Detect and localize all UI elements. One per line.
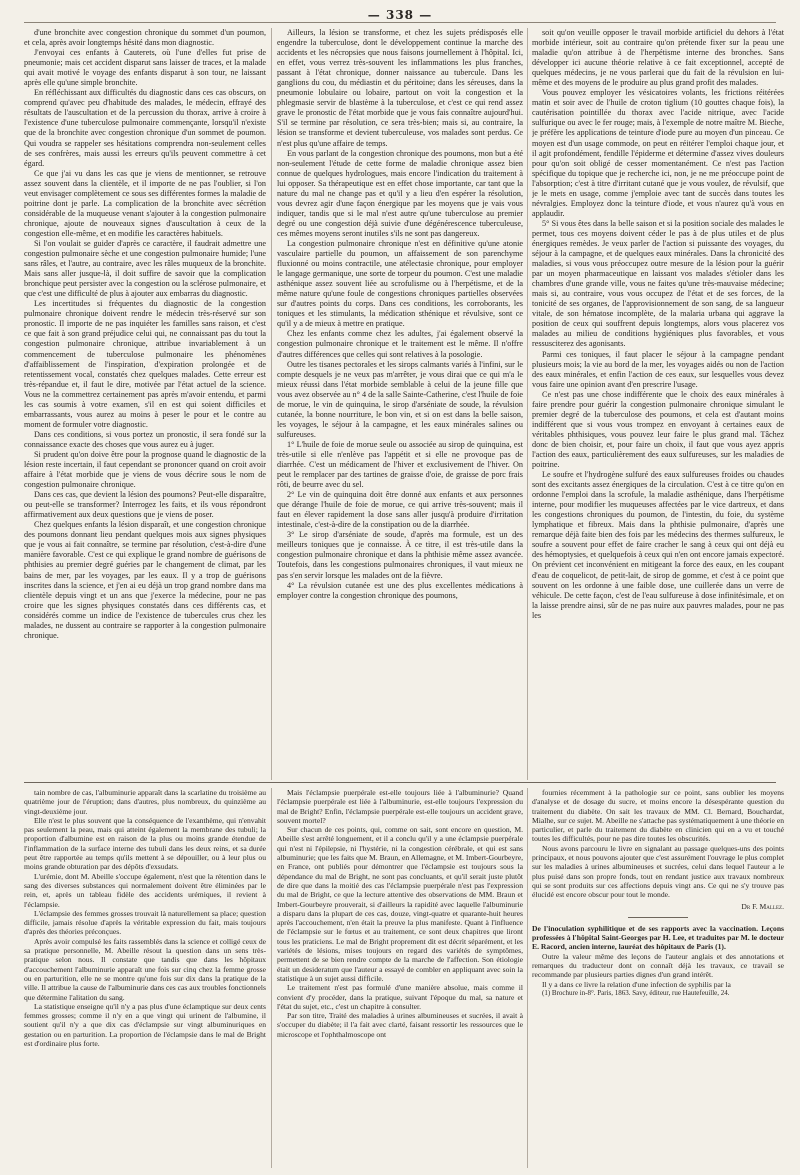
paragraph: Si prudent qu'on doive être pour la prognose quand le diagnostic de la lésion reste incertain, il faut cependant se prononcer quand on croit avoir affaire à l'état morbide que je viens de vous décrire sous le nom de congestion pulmonaire chronique. [24, 449, 266, 490]
paragraph: Ailleurs, la lésion se transforme, et chez les sujets prédisposés elle engendre la tuberculose, dont le développement continue la marche des accidents et les nécropsies que nous faisons journellement à l'hôpital. Ici, en effet, vous verrez très-souvent les inflammations les plus franches, passant à l'état chronique, donner naissance au tubercule. Dans les ganglions du cou, du médiastin et du péritoine; dans les séreuses, dans la pneumonie lobulaire ou lobaire, partout on voit la congestion et la phlegmasie servir de blastème à la tuberculose, et c'est ce qui rend assez grave le pronostic de l'état morbide que je vous fais connaître aujourd'hui. S'il se termine par résolution, ce sera très-bien; mais si, au contraire, la lésion se transforme et devient tuberculeuse, vos malades sont perdus. Ce n'est plus qu'une affaire de temps. [277, 28, 523, 148]
bottom-column-2 [277, 788, 523, 1168]
paragraph: Si l'on voulait se guider d'après ce caractère, il faudrait admettre une congestion pulmonaire sèche et une congestion pulmonaire humide; l'une sans râles, et l'autre, au contraire, avec les râles muqueux de la bronchite. Mais sans aller jusque-là, il doit suffire de savoir que la complication bronchique peut persister avec la congestion ou la sclérose pulmonaire, et que c'est une difficulté de plus à ajouter aux embarras du diagnostic. [24, 238, 266, 299]
paragraph: Chez quelques enfants la lésion disparaît, et une congestion chronique des poumons donnant lieu pendant quelques mois aux signes physiques que je vous ai fait connaître, se termine par résolution, c'est-à-dire d'une manière favorable. C'est ce qui explique le grand nombre de guérisons de phthisies au premier degré guéries par le changement de climat, par les bains de mer, par les voyages, par les eaux. Il y a trop de guérisons inscrites dans la science, et j'en ai eu déjà un trop grand nombre dans ma clientèle depuis vingt et un ans que j'exerce la médecine, pour ne pas croire que les signes physiques constatés dans ces différents cas, et considérés comme un indice de l'existence de tubercules crus chez les malades, ne dussent au contraire se rapporter à la congestion pulmonaire chronique. [24, 520, 266, 640]
paragraph: Vous pouvez employer les vésicatoires volants, les frictions réitérées matin et soir avec de l'huile de croton tiglium (10 gouttes chaque fois), la cautérisation pointillée du thorax avec l'acide nitrique, avec l'acide sulfurique ou avec le fer rouge; mais, à l'exemple de notre maître M. Bieche, je préfère les applications de teinture d'iode pure au moyen d'un pinceau. Ce moyen est d'un usage commode, on peut en réitérer l'emploi chaque jour, et il agit profondément, fendille l'épiderme et détermine d'assez vives douleurs pour qu'on soit obligé de cesser momentanément. Ce n'est pas l'action spécifique du topique que je recherche ici, non, je ne me préoccupe point de l'absorption; c'est à titre d'irritant cutané que je vous voulez, de révulsif, que je le mets en usage, comme j'emploie avec tant de succès dans toutes les névralgies. Employez donc la teinture d'iode, et vous n'aurez qu'à vous en applaudir. [532, 88, 784, 218]
paragraph: Elle n'est le plus souvent que la conséquence de l'exanthème, qui n'envahit pas seulement la peau, mais qui atteint également la membrane des tubuli; la proportion d'albumine est en raison de la plus ou moins grande étendue de l'inflammation de la surface interne des tubuli dans les deux reins, et sa durée peut être rapportée au temps qu'ils mettent à se dépouiller, ou à leur plus ou moins grande obturation par des dépôts d'exsudats. [24, 815, 266, 872]
paragraph: Outre la valeur même des leçons de l'auteur anglais et des annotations et remarques du traducteur dont on connaît déjà les travaux, ce travail se recommande par plusieurs parties dignes d'un grand intérêt. [532, 951, 784, 980]
paragraph: La statistique enseigne qu'il n'y a pas plus d'une éclamptique sur deux cents femmes grosses; comme il n'y en a que vingt qui urinent de l'albumine, il soutient qu'il n'y a que dix cas d'éclampsie sur vingt albuminuriques en gestation ou en parturition. La proportion de l'éclampsie dans le mal de Bright est d'ordinaire plus forte. [24, 1001, 266, 1049]
paragraph: 2° Le vin de quinquina doit être donné aux enfants et aux personnes que dérange l'huile de foie de morue, ce qui arrive très-souvent; mais il faut en élever rapidement la dose sans aller jusqu'à produire d'irritation intestinale, c'est-à-dire de la constipation ou de la diarrhée. [277, 490, 523, 530]
section-divider [24, 782, 776, 783]
paragraph: soit qu'on veuille opposer le travail morbide artificiel du dehors à l'état morbide intérieur, soit au contraire qu'on prétende fixer sur la peau une maladie qu'on attribue à de l'herpétisme interne des bronches. Sans développer ici aucune théorie relative à ce fait exceptionnel, accepté de quelques médecins, je ne vous parlerai que du fait de la révulsion en lui-même et des moyens de le produire au plus grand profit des malades. [532, 28, 784, 88]
paragraph: Après avoir compulsé les faits rassemblés dans la science et colligé ceux de sa pratique personnelle, M. Abeille résout la question dans un sens très-pratique selon nous. Il constate que tandis que dans les hôpitaux d'accouchement l'albuminurie apparaît une fois sur cinq chez la femme grosse ou en parturition, elle ne se montre qu'une fois sur dix dans la pratique de la ville. Il attribue la cause de l'albuminurie dans ces cas aux troubles fonctionnels que détermine l'alitation du sang. [24, 936, 266, 1002]
column-divider [271, 28, 272, 780]
paragraph: Dans ces conditions, si vous portez un pronostic, il sera fondé sur la connaissance exacte des choses que vous aurez eu à juger. [24, 429, 266, 449]
column-1 [24, 28, 266, 780]
paragraph: Les incertitudes si fréquentes du diagnostic de la congestion pulmonaire chronique doivent rendre le médecin très-réservé sur son pronostic. Il importe de ne pas inquiéter les familles sans raison, et c'est ce que fait à son grand préjudice celui qui, ne connaissant pas du tout la congestion pulmonaire chronique, attribue invariablement à un commencement de tuberculose pulmonaire les phénomènes d'affaiblissement de l'inspiration, d'expiration prolongée et de retentissement vocal, constatés chez quelques malades. Cette erreur est très-répandue et, il faut le dire, motivée par l'état actuel de la science. Vous ne la commettrez certainement pas après m'avoir entendu, et parmi les cas soumis à votre examen, s'il en est qui soient difficiles et embarrassants, vous aurez au moins à peser le pour et le contre au moment de formuler votre diagnostic. [24, 299, 266, 429]
paragraph: 1° L'huile de foie de morue seule ou associée au sirop de quinquina, est très-utile si elle n'enlève pas l'appétit et si elle ne provoque pas de diarrhée. C'est un médicament de l'hiver et exclusivement de l'hiver. On peut le remplacer par des tartines de graisse d'oie, de graisse de porc frais rôti, de beurre avec du sel. [277, 439, 523, 490]
paragraph: Le soufre et l'hydrogène sulfuré des eaux sulfureuses froides ou chaudes sont des excitants assez énergiques de la circulation. C'est à ce titre qu'on en ordonne l'emploi dans la scrofule, la maladie asthénique, dans l'herpétisme interne, pour modifier les muqueuses affectées par le vice dartreux, et dans les congestions chroniques du poumon, de l'intestin, du foie, du système lymphatique et fibreux. Mais dans la phthisie pulmonaire, d'après une remarque déjà faite bien des fois par les médecins des thermes sulfureux, le soufre a souvent pour effet de faire cracher le sang à ceux qui ont déjà eu des hémoptysies, et quelquefois à ceux qui n'en ont encore jamais expectoré. On prévient cet inconvénient en mitigeant la force des eaux, en les coupant d'eau de coquelicot, de petit-lait, de sirop de gomme, et c'est à ce point que souvent on les ordonne à une faible dose, une cuillerée dans un verre de véhicule. De cette façon, c'est de l'eau sulfureuse à dose infinitésimale, et on la laisse prendre ainsi, sûr de ne pas nuire aux pauvres malades, pour ne pas les [532, 470, 784, 620]
paragraph: Ce n'est pas une chose indifférente que le choix des eaux minérales à faire prendre pour guérir la congestion pulmonaire chronique simulant le premier degré de la tuberculose des poumons, et cela est d'autant moins indifférent que si vous vous trompez en envoyant à certaines eaux de véritables phthisiques, vous pouvez leur faire le plus grand mal. Tâchez donc de bien choisir, et, pour faire un choix, il faut que vous ayez appris l'action des eaux, particulièrement des eaux sulfureuses, sur les maladies de poitrine. [532, 389, 784, 470]
paragraph: Par son titre, Traité des maladies à urines albumineuses et sucrées, il avait à s'occuper du diabète; il l'a fait avec clarté, faisant ressortir les ressources que le microscope et l'ophthalmoscope ont [277, 1011, 523, 1039]
short-divider [628, 917, 688, 918]
paragraph: 4° La révulsion cutanée est une des plus excellentes médications à employer contre la congestion chronique des poumons, [277, 580, 523, 600]
paragraph: Dans ces cas, que devient la lésion des poumons? Peut-elle disparaître, ou peut-elle se transformer? Interrogez les faits, et ils vous répondront affirmativement aux deux questions que je viens de poser. [24, 490, 266, 520]
paragraph: L'urémie, dont M. Abeille s'occupe également, n'est que la rétention dans le sang des diverses substances qui normalement doivent être éliminées par le rein, et, après un tableau fidèle des accidents urémiques, il revient à l'éclampsie. [24, 871, 266, 909]
column-divider [527, 28, 528, 780]
paragraph: 3° Le sirop d'arséniate de soude, d'après ma formule, est un des meilleurs toniques que je connaisse. À ce titre, il est très-utile dans la congestion pulmonaire chronique et dans la phthisie même assez avancée. Toutefois, dans les congestions pulmonaires chroniques, il vaut mieux ne pas s'en servir lorsque les malades ont de la fièvre. [277, 530, 523, 580]
paragraph: Ce que j'ai vu dans les cas que je viens de mentionner, se retrouve assez souvent dans la clientèle, et il importe de ne pas l'oublier, si l'on veut envisager complètement ce sous ses différentes formes la maladie de poitrine dont je parle. La complication de la bronchite avec sécrétion considérable de la muqueuse venant s'ajouter à la congestion pulmonaire chronique, ajoute de nouveaux signes d'auscultation à ceux de la congestion elle-même, et en modifie les caractères habituels. [24, 168, 266, 238]
paragraph: d'une bronchite avec congestion chronique du sommet d'un poumon, et cela, après avoir longtemps hésité dans mon diagnostic. [24, 28, 266, 48]
paragraph: L'éclampsie des femmes grosses trouvait là naturellement sa place; question difficile, jamais résolue d'après la véritable expression du fait, mais toujours d'après des théories préconçues. [24, 908, 266, 937]
paragraph: J'envoyai ces enfants à Cauterets, où l'une d'elles fut prise de pneumonie; mais cet accident disparut sans laisser de traces, et la malade qui avait motivé le voyage des enfants disparut à son tour, ne laissant après elle qu'une simple bronchite. [24, 48, 266, 88]
paragraph: tain nombre de cas, l'albuminurie apparaît dans la scarlatine du troisième au quatrième jour de l'éruption; dans d'autres, plus nombreux, du quinzième au vingt-deuxième jour. [24, 788, 266, 816]
column-3 [532, 28, 784, 780]
bottom-column-3 [532, 788, 784, 1168]
paragraph: Il y a dans ce livre la relation d'une infection de syphilis par la [542, 979, 731, 989]
footnote: (1) Brochure in-8°. Paris, 1863. Savy, éditeur, rue Hautefeuille, 24. [542, 988, 730, 997]
paragraph: Nous avons parcouru le livre en signalant au passage quelques-uns des points principaux, et nous pouvons ajouter que c'est assurément l'ouvrage le plus complet sur les maladies à urines albumineuses et sucrées, celui dans lequel l'auteur a le plus puisé dans son propre fonds, tout en rendant justice aux travaux nombreux qui se sont produits sur ces affections depuis vingt ans. Ce qui ne s'y trouve pas élucidé est encore obscur pour tout le monde. [532, 843, 784, 900]
paragraph: Le traitement n'est pas formulé d'une manière absolue, mais comme il convient d'y procéder, dans la pratique, suivant l'époque du mal, sa nature et l'état du sujet, etc., c'est un chapitre à consulter. [277, 983, 523, 1011]
paragraph: En vous parlant de la congestion chronique des poumons, mon but a été non-seulement l'étude de cette forme de maladie chronique assez bien connue de quelques hydrologues, mais encore l'indication du traitement à lui opposer. Sa thérapeutique est en effet chose importante, car tant que la nature du mal ne change pas et qu'il y a lieu d'en espérer la résolution, vous devrez agir d'une façon énergique par les moyens que je vais vous indiquer, tandis que si le mal n'est autre qu'une tuberculose au premier degré ou une congestion déjà suivie d'une dégénérescence tuberculeuse, ces mêmes moyens seront inutiles s'ils ne sont pas dangereux. [277, 148, 523, 238]
bottom-column-1 [24, 788, 266, 1168]
author-signature: Dr F. Mallez. [741, 901, 784, 911]
column-2 [277, 28, 523, 780]
paragraph: Parmi ces toniques, il faut placer le séjour à la campagne pendant plusieurs mois; la vie au bord de la mer, les voyages aidés ou non de l'action des eaux minérales, et enfin l'action de ces eaux, sur lesquelles vous devez vous faire une opinion avant d'en prescrire l'usage. [532, 349, 784, 389]
paragraph: 5° Si vous êtes dans la belle saison et si la position sociale des malades le permet, tous ces moyens doivent céder le pas à de plus utiles et de plus énergiques remèdes. Je veux parler de l'action si puissante des voyages, du séjour à la campagne, et de quelques eaux minérales. Dans la chronicité des maladies, si vous vous préoccupez outre mesure de la lésion pour la guérir par un moyen pharmaceutique en laissant vos malades s'étioler dans les chambres d'une grande ville, vous ne faites qu'une très-mauvaise médecine; mais si, au contraire, vous vous occupez de l'état et de ses forces, de la tonicité de ses organes, de l'approvisionnement de son sang, de sa langueur vitale, de son hématose incomplète, de la malaria urbana qui aggrave la position de ceux qui souffrent depuis longtemps, alors vous placerez vos malades au milieu de conditions hygiéniques plus favorables, et vous ressusciterez des agonisants. [532, 218, 784, 349]
paragraph: Chez les enfants comme chez les adultes, j'ai également observé la congestion pulmonaire chronique et le traitement est le même. Il n'offre d'autres différences que celles qui sont relatives à la posologie. [277, 329, 523, 359]
paragraph: Mais l'éclampsie puerpérale est-elle toujours liée à l'albuminurie? Quand l'éclampsie puerpérale est liée à l'albuminurie, est-elle toujours l'expression du mal de Bright? Enfin, l'éclampsie puerpérale est-elle toujours un accident grave, souvent mortel? [277, 788, 523, 825]
paragraph: La congestion pulmonaire chronique n'est en définitive qu'une atonie vasculaire partielle du poumon, un affaissement de son parenchyme fluxionné ou moins contractile, une atélectasie chronique, pour employer le langage germanique, une sorte de torpeur du poumon. C'est une maladie asthénique assez souvent liée au scrofulisme ou à l'herpétisme, et de la même nature qu'une foule de congestions chroniques partielles observées sur d'autres points du corps. Dans ces conditions, les corroborants, les toniques et les stimulants, la médication sthénique et révulsive, sont ce qu'il y a de mieux à mettre en pratique. [277, 238, 523, 329]
column-divider [527, 788, 528, 1168]
paragraph: fournies récemment à la pathologie sur ce point, sans oublier les moyens d'analyse et de dosage du sucre, et moins encore la désespérante question du traitement du diabète. On sait les travaux de MM. Cl. Bernard, Bouchardat, Mialhe, sur ce sujet. M. Abeille ne s'attache pas systématiquement à une théorie en particulier, et parle du traitement du diabète en clinicien qui en a vu et touché toutes les difficultés, pour ne pas dire toutes les obscurités. [532, 788, 784, 844]
paragraph: En réfléchissant aux difficultés du diagnostic dans ces cas obscurs, on comprend qu'avec peu d'habitude des malades, le médecin, effrayé des résultats de l'auscultation et de la percussion du thorax, arrive à croire à l'existence d'une tuberculose pulmonaire commençante, lorsqu'il n'existe que de la bronchite avec congestion chronique d'un sommet de poumon. Qui voudra se rappeler ses hésitations comprendra non-seulement celles de ses confrères, mais aussi les erreurs qu'ils peuvent commettre à cet égard. [24, 88, 266, 168]
paragraph: Sur chacun de ces points, qui, comme on sait, sont encore en question, M. Abeille s'est arrêté longuement, et il a conclu qu'il y a une éclampsie puerpérale qui n'est ni l'épilepsie, ni l'hystérie, ni la congestion cérébrale, et qui est sans albuminurie; que les faits que M. Braun, en Allemagne, et M. Imbert-Gourbeyre, en France, ont publiés pour démontrer que l'éclampsie est toujours sous la dépendance du mal de Bright, ne sont pas concluants, et qu'il serait juste plutôt de dire que dans la moitié des cas l'éclampsie puerpérale n'est pas l'expression du mal de Bright, ce que la lecture attentive des observations de MM. Braun et Imbert-Gourbeyre prouverait, si d'ailleurs la rapidité avec laquelle l'albuminurie a disparu dans la plupart de ces cas, douze, vingt-quatre et quarante-huit heures après l'accouchement, n'en était la preuve la plus manifeste. Quant à l'influence de l'éclampsie sur le fœtus et au traitement, ce sont deux chapitres que liront tous les praticiens. Le mal de Bright proprement dit est décrit séparément, et les variétés de lésions, mises toujours en regard des variétés de symptômes, permettent de se bien rendre compte de la marche de l'affection. Son étiologie était un desideratum que l'auteur a essayé de combler en appliquant avec soin la statistique à un sujet aussi difficile. [277, 825, 523, 983]
paragraph: Outre les tisanes pectorales et les sirops calmants variés à l'infini, sur le compte desquels je ne veux pas m'arrêter, je vous dirai que ce qui m'a le mieux réussi dans l'état morbide semblable à celui de la jeune fille que vous avez observée au n° 4 de la salle Sainte-Catherine, c'est l'huile de foie de morue, le vin de quinquina, le sirop d'arséniate de soude, la révulsion cutanée, la bonne nourriture, le bon vin, et si on est dans la belle saison, les voyages, le séjour à la campagne, et les eaux minérales salines ou sulfureuses. [277, 359, 523, 439]
review-title: De l'inoculation syphilitique et de ses rapports avec la vaccination. Leçons professées à l'hôpital Saint-Georges par H. Lee, et traduites par M. le docteur E. Racord, ancien interne, lauréat des hôpitaux de Paris (1). [532, 923, 784, 952]
page-header [24, 4, 776, 23]
page-number: — 338 — [367, 8, 433, 22]
column-divider [271, 788, 272, 1168]
